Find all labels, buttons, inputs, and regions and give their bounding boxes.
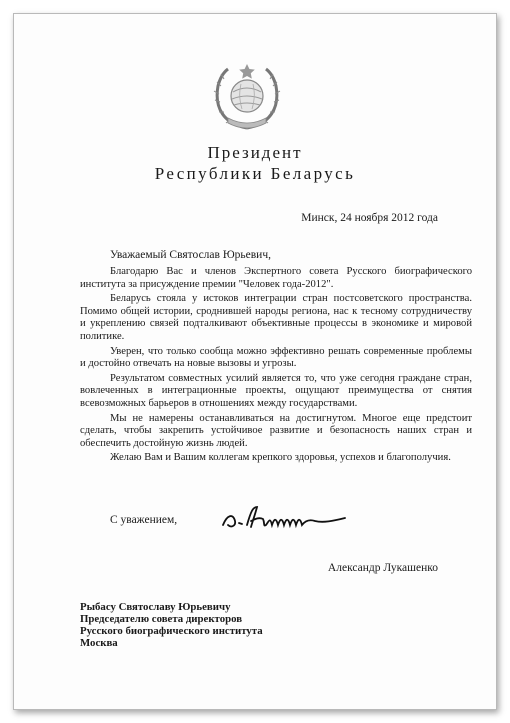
salutation: Уважаемый Святослав Юрьевич, xyxy=(110,249,271,261)
letterhead-title-line1: Президент xyxy=(207,143,303,162)
body-paragraph: Желаю Вам и Вашим коллегам крепкого здоровья, успехов и благополучия. xyxy=(110,452,451,464)
body-paragraph: Беларусь стояла у истоков интеграции стран постсоветского пространства. Помимо общей истории, сроднившей народы региона, нас к тесному сотрудничеству и укреплению связей подталкивают объективные процессы в экономике и мировой политике. xyxy=(80,293,472,342)
addressee-block xyxy=(80,601,263,649)
body-paragraph: Результатом совместных усилий является то, что уже сегодня граждане стран, вовлеченных в интеграционные проекты, ощущают преимущества от снятия всевозможных барьеров в отношениях между государствами. xyxy=(80,372,472,409)
place-and-date: Минск, 24 ноября 2012 года xyxy=(301,212,438,224)
letterhead-title-line2: Республики Беларусь xyxy=(154,164,356,183)
body-paragraph: Благодарю Вас и членов Экспертного совета Русского биографического института за присуждение премии "Человек года-2012". xyxy=(80,266,472,290)
handwritten-signature xyxy=(219,501,359,535)
signer-name: Александр Лукашенко xyxy=(327,562,438,574)
letter-body xyxy=(80,266,472,467)
addressee-line: Рыбасу Святославу Юрьевичу xyxy=(80,601,231,613)
body-paragraph: Уверен, что только сообща можно эффективно решать современные проблемы и достойно отвечать на новые вызовы и угрозы. xyxy=(80,345,472,370)
addressee-line: Москва xyxy=(80,637,118,649)
letter-sheet xyxy=(13,13,497,710)
body-paragraph: Мы не намерены останавливаться на достигнутом. Многое еще предстоит сделать, чтобы закрепить устойчивое развитие и безопасность наших стран и обеспечить достойную жизнь людей. xyxy=(80,412,472,449)
addressee-line: Русского биографического института xyxy=(80,625,263,637)
state-emblem-icon xyxy=(210,62,284,132)
closing-phrase: С уважением, xyxy=(110,514,178,526)
addressee-line: Председателю совета директоров xyxy=(80,613,243,625)
